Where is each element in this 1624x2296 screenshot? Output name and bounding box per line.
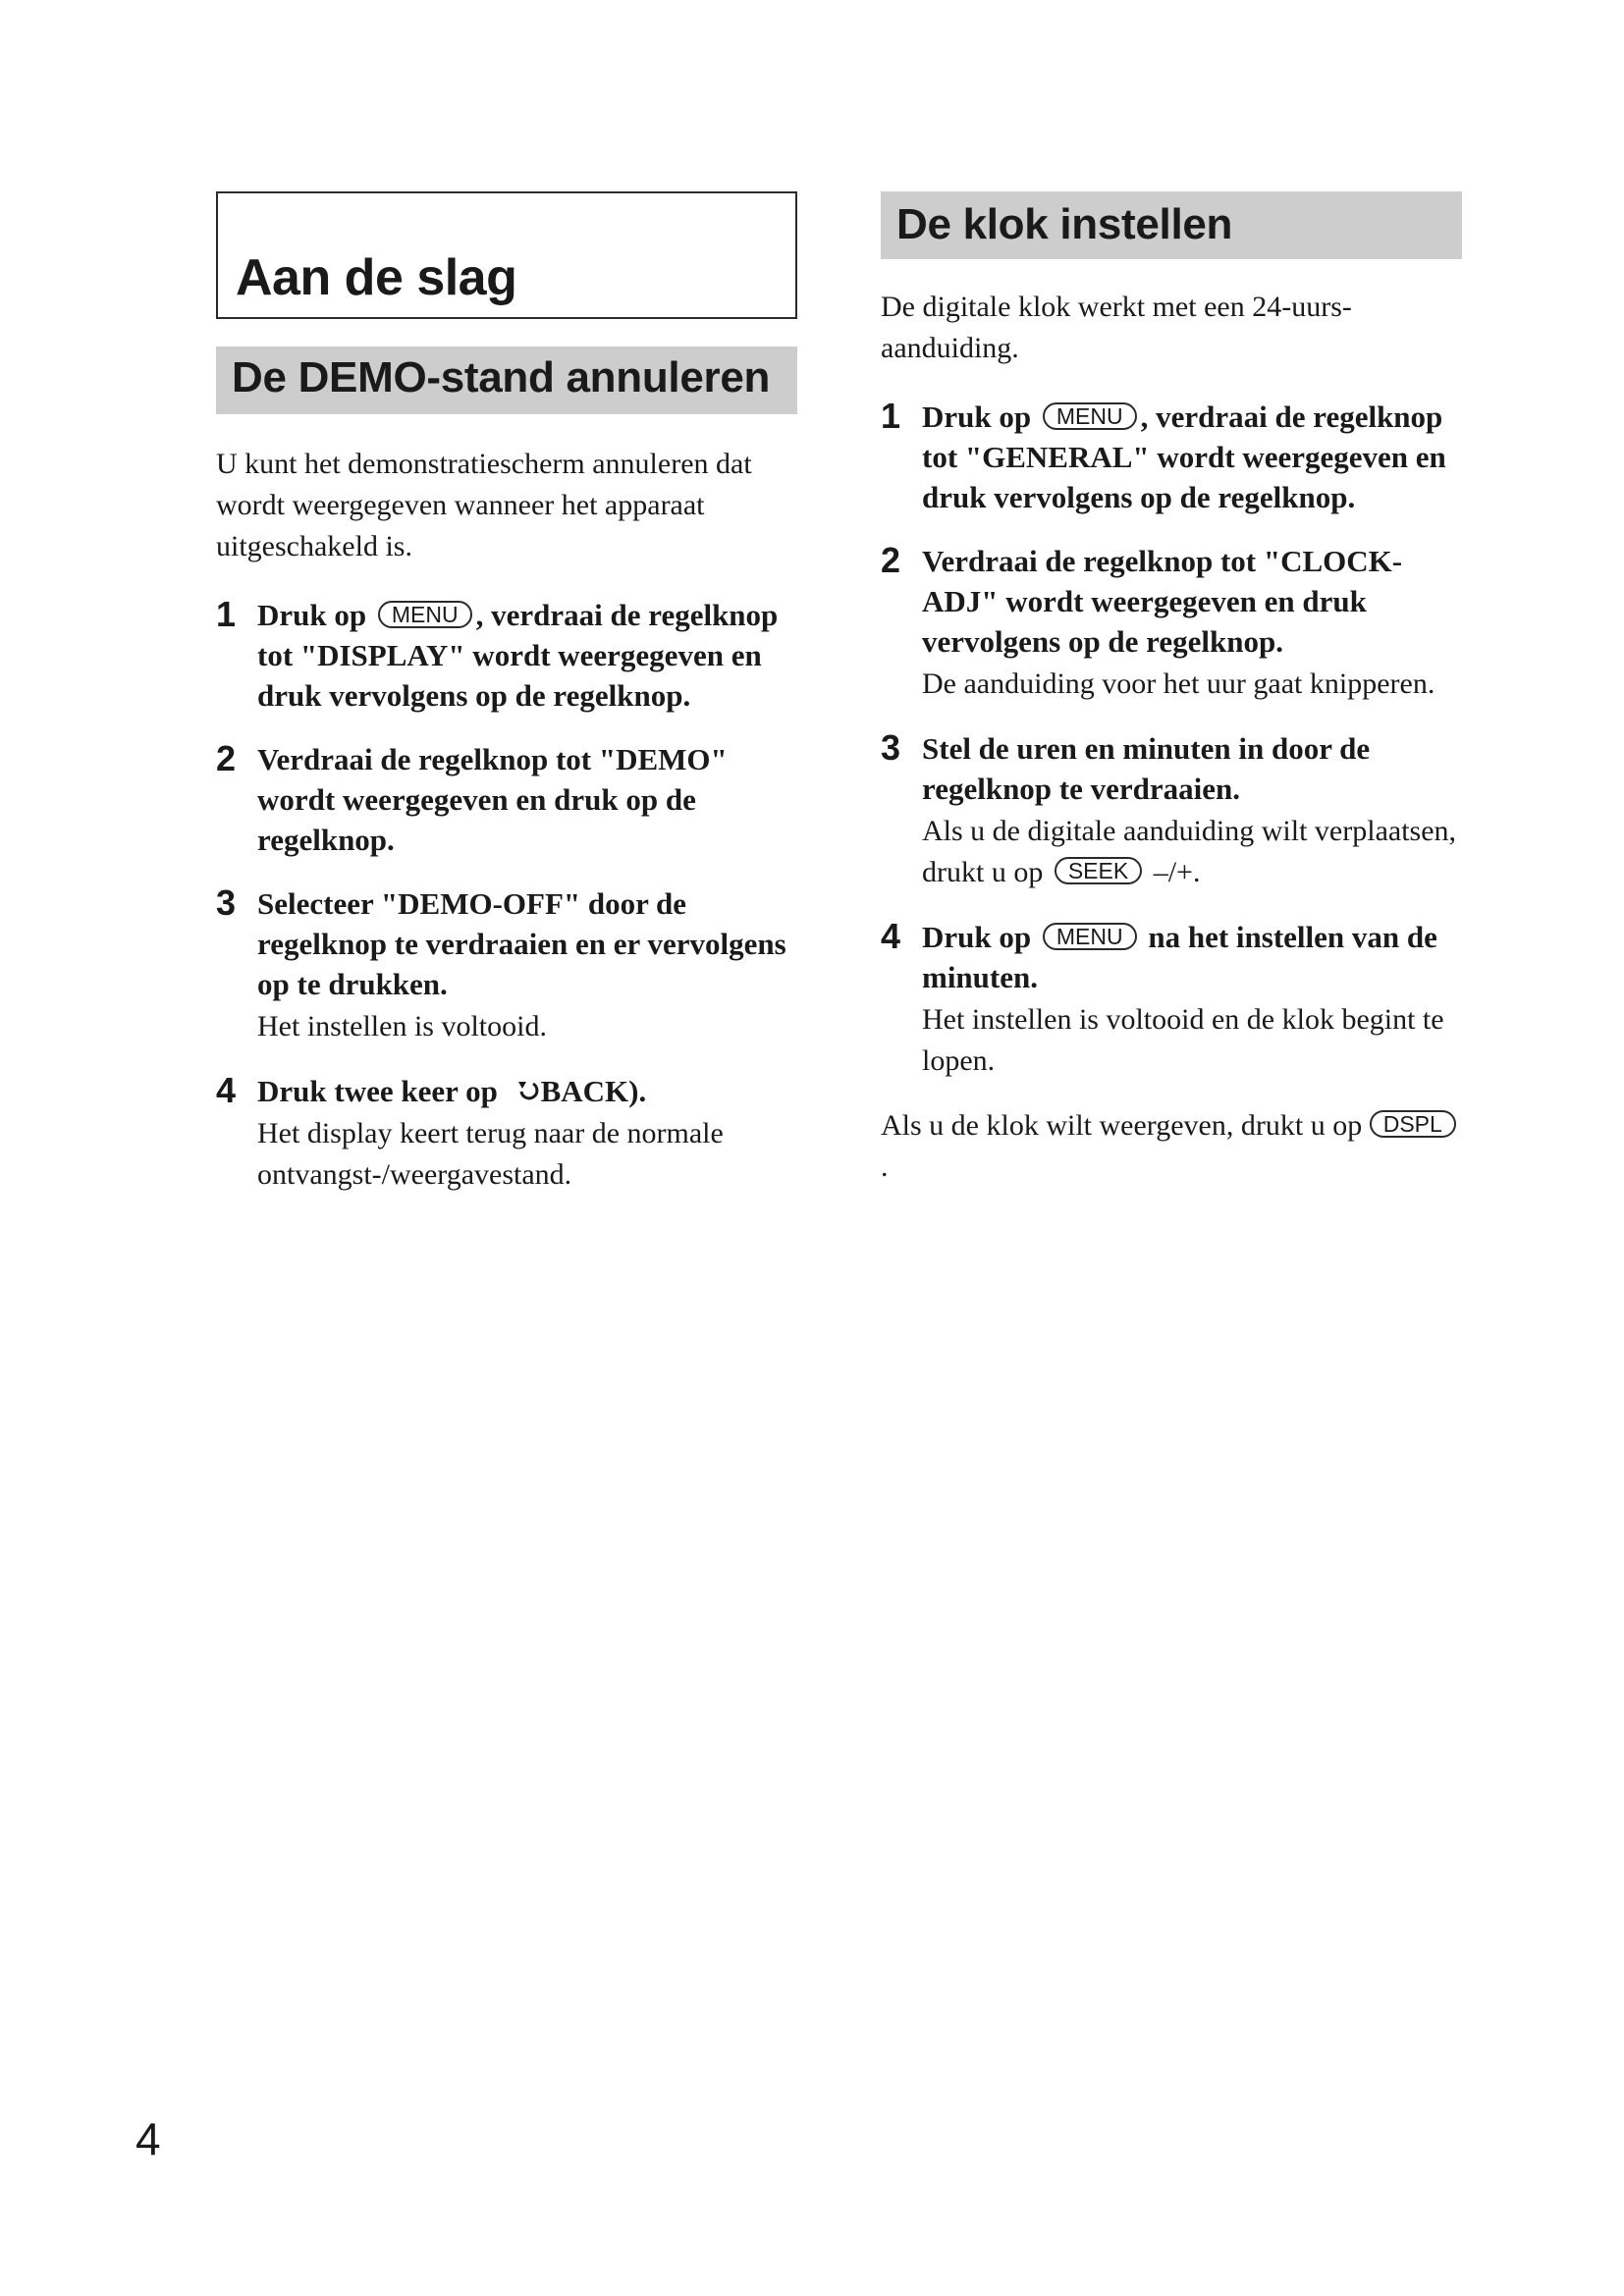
clock-step-4 <box>881 917 1462 1082</box>
step-text: Druk op <box>922 400 1032 434</box>
step-number: 4 <box>881 916 901 956</box>
clock-footer-note <box>881 1105 1462 1188</box>
step-number: 2 <box>216 738 237 778</box>
demo-step-1 <box>216 595 797 716</box>
step-description: Het instellen is voltooid. <box>257 1010 547 1042</box>
back-arrow-icon <box>515 1078 541 1103</box>
step-text: Druk op <box>257 598 367 632</box>
step-text: BACK). <box>540 1074 647 1108</box>
footer-text: . <box>881 1150 889 1183</box>
step-text: –/+. <box>1146 856 1201 888</box>
step-number: 3 <box>881 727 901 768</box>
step-instruction: Verdraai de regelknop tot "DEMO" wordt weergegeven en druk op de regelknop. <box>257 742 728 857</box>
step-number: 4 <box>216 1070 237 1110</box>
step-description: De aanduiding voor het uur gaat knipperen. <box>922 667 1435 700</box>
step-instruction <box>216 595 797 716</box>
clock-step-2 <box>881 541 1462 705</box>
step-instruction: Stel de uren en minuten in door de regelknop te verdraaien. <box>922 731 1371 806</box>
chapter-title-box <box>216 191 797 319</box>
menu-key: MENU <box>1043 402 1137 430</box>
demo-step-3 <box>216 883 797 1047</box>
demo-intro: U kunt het demonstratiescherm annuleren dat wordt weergegeven wanneer het apparaat uitgeschakeld is. <box>216 448 752 562</box>
step-text: Druk op <box>922 920 1032 954</box>
step-description <box>881 811 1462 893</box>
step-number: 2 <box>881 540 901 580</box>
menu-key: MENU <box>1043 923 1137 950</box>
step-description: Het instellen is voltooid en de klok begint te lopen. <box>922 1003 1444 1077</box>
dspl-key: DSPL <box>1370 1110 1456 1138</box>
step-text: Druk twee keer op <box>257 1074 498 1108</box>
step-instruction: Selecteer "DEMO-OFF" door de regelknop te verdraaien en er vervolgens op te drukken. <box>257 886 786 1001</box>
step-instruction <box>881 917 1462 997</box>
chapter-title: Aan de slag <box>236 249 517 306</box>
step-text: Als u de digitale aanduiding wilt verplaatsen, drukt u op <box>922 815 1457 888</box>
step-number: 1 <box>216 594 237 634</box>
step-instruction <box>216 1071 797 1111</box>
step-number: 1 <box>881 396 901 436</box>
clock-intro: De digitale klok werkt met een 24-uurs-aanduiding. <box>881 291 1352 364</box>
step-text: , verdraai de regelknop tot "DISPLAY" wordt weergegeven en druk vervolgens op de regelknop. <box>257 598 779 713</box>
step-instruction: Verdraai de regelknop tot "CLOCK-ADJ" wordt weergegeven en druk vervolgens op de regelknop. <box>922 544 1403 659</box>
right-column <box>881 191 1462 1188</box>
step-text: , verdraai de regelknop tot "GENERAL" wordt weergegeven en druk vervolgens op de regelknop. <box>922 400 1446 514</box>
step-text: na het instellen van de minuten. <box>922 920 1437 994</box>
clock-step-1 <box>881 397 1462 517</box>
demo-section-heading: De DEMO-stand annuleren <box>216 347 797 414</box>
page-number: 4 <box>135 2113 161 2164</box>
seek-key: SEEK <box>1055 857 1142 884</box>
clock-step-3 <box>881 728 1462 893</box>
clock-section-heading: De klok instellen <box>881 191 1462 259</box>
demo-step-4 <box>216 1071 797 1196</box>
footer-text: Als u de klok wilt weergeven, drukt u op <box>881 1109 1363 1142</box>
step-number: 3 <box>216 882 237 923</box>
step-instruction <box>881 397 1462 517</box>
step-description: Het display keert terug naar de normale ontvangst-/weergavestand. <box>257 1117 724 1191</box>
menu-key: MENU <box>378 601 472 628</box>
left-column <box>216 191 797 1219</box>
demo-step-2 <box>216 739 797 860</box>
